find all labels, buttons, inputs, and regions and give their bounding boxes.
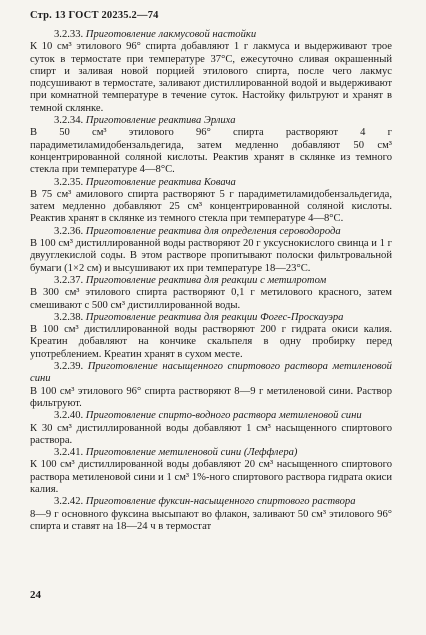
paragraph-3-2-37: [30, 275, 392, 312]
paragraph-3-2-35: [30, 177, 392, 226]
section-title: Приготовление реактива для определения сероводорода: [85, 225, 341, 237]
section-number: 3.2.34.: [54, 115, 84, 127]
section-title: Приготовление реактива Эрлиха: [85, 115, 236, 127]
section-title: Приготовление реактива для реакции Фогес-Проскауэра: [85, 311, 344, 323]
paragraph-3-2-34: [30, 115, 392, 176]
paragraph-3-2-33: [30, 29, 392, 115]
section-text: В 300 см³ этилового спирта растворяют 0,1 г метилового красного, затем смешивают с 500 см³ дистиллированной воды.: [30, 287, 392, 311]
page-number: 24: [30, 589, 41, 601]
section-text: В 75 см³ амилового спирта растворяют 5 г парадиметиламидобензальдегида, затем медленно добавляют 25 см³ концентрированной соляной кислоты. Реактив хранят в склянке из темного стекла при температуре 4—8°С.: [30, 188, 392, 225]
section-title: Приготовление реактива Ковача: [85, 176, 236, 188]
section-text: В 100 см³ дистиллированной воды растворяют 200 г гидрата окиси калия. Креатин добавляют на кончике скальпеля в одну пробирку перед употреблением. Креатин хранят в сухом месте.: [30, 324, 392, 360]
section-title: Приготовление фуксин-насыщенного спиртового раствора: [85, 496, 356, 508]
section-number: 3.2.33.: [54, 29, 84, 40]
section-title: Приготовление реактива для реакции с метилротом: [85, 274, 327, 286]
running-head: Стр. 13 ГОСТ 20235.2—74: [30, 10, 159, 21]
section-number: 3.2.41.: [54, 447, 84, 459]
section-text: 8—9 г основного фуксина высыпают во флакон, заливают 50 см³ этилового 96° спирта и ставят на 18—24 ч в термостат: [30, 508, 392, 532]
paragraph-3-2-40: [30, 410, 392, 447]
section-title: Приготовление метиленовой сини (Леффлера): [85, 447, 298, 459]
section-title: Приготовление лакмусовой настойки: [85, 29, 257, 40]
document-body: [30, 29, 392, 533]
section-number: 3.2.42.: [54, 496, 84, 508]
section-number: 3.2.37.: [54, 274, 84, 286]
section-text: В 100 см³ этилового 96° спирта растворяют 8—9 г метиленовой сини. Раствор фильтруют.: [30, 385, 392, 409]
paragraph-3-2-36: [30, 226, 392, 275]
section-title: Приготовление спирто-водного раствора метиленовой сини: [85, 410, 362, 422]
section-number: 3.2.39.: [54, 361, 84, 373]
paragraph-3-2-39: [30, 361, 392, 410]
paragraph-3-2-41: [30, 447, 392, 496]
section-title: Приготовление насыщенного спиртового раствора метиленовой сини: [30, 361, 392, 385]
section-text: К 10 см³ этилового 96° спирта добавляют 1 г лакмуса и выдерживают трое суток в термостате при температуре 37°С, ежесуточно сливая окрашенный спирт и заливая новой порцией этилового спирта, после чего лакмус подсушивают в термостате, заливают дистиллированной водой и выдерживают при комнатной температуре в течение суток. Настойку фильтруют и хранят в темной склянке.: [30, 41, 392, 114]
section-text: В 50 см³ этилового 96° спирта растворяют 4 г парадиметиламидобензальдегида, затем медленно добавляют 50 см³ концентрированной соляной кислоты. Реактив хранят в склянке из темного стекла при температуре 4—8°С.: [30, 127, 392, 176]
section-number: 3.2.38.: [54, 311, 84, 323]
paragraph-3-2-42: [30, 496, 392, 533]
section-number: 3.2.35.: [54, 176, 84, 188]
section-text: К 30 см³ дистиллированной воды добавляют 1 см³ насыщенного спиртового раствора.: [30, 422, 392, 446]
section-text: К 100 см³ дистиллированной воды добавляют 20 см³ насыщенного спиртового раствора метиленовой сини и 1 см³ 1%-ного спиртового раствора гидрата окиси калия.: [30, 459, 392, 495]
section-text: В 100 см³ дистиллированной воды растворяют 20 г уксуснокислого свинца и 1 г двууглекислой соды. В этом растворе пропитывают полоски фильтровальной бумаги (1×2 см) и высушивают их при температуре 18—23°С.: [30, 238, 392, 274]
paragraph-3-2-38: [30, 312, 392, 361]
section-number: 3.2.36.: [54, 225, 84, 237]
section-number: 3.2.40.: [54, 410, 84, 422]
